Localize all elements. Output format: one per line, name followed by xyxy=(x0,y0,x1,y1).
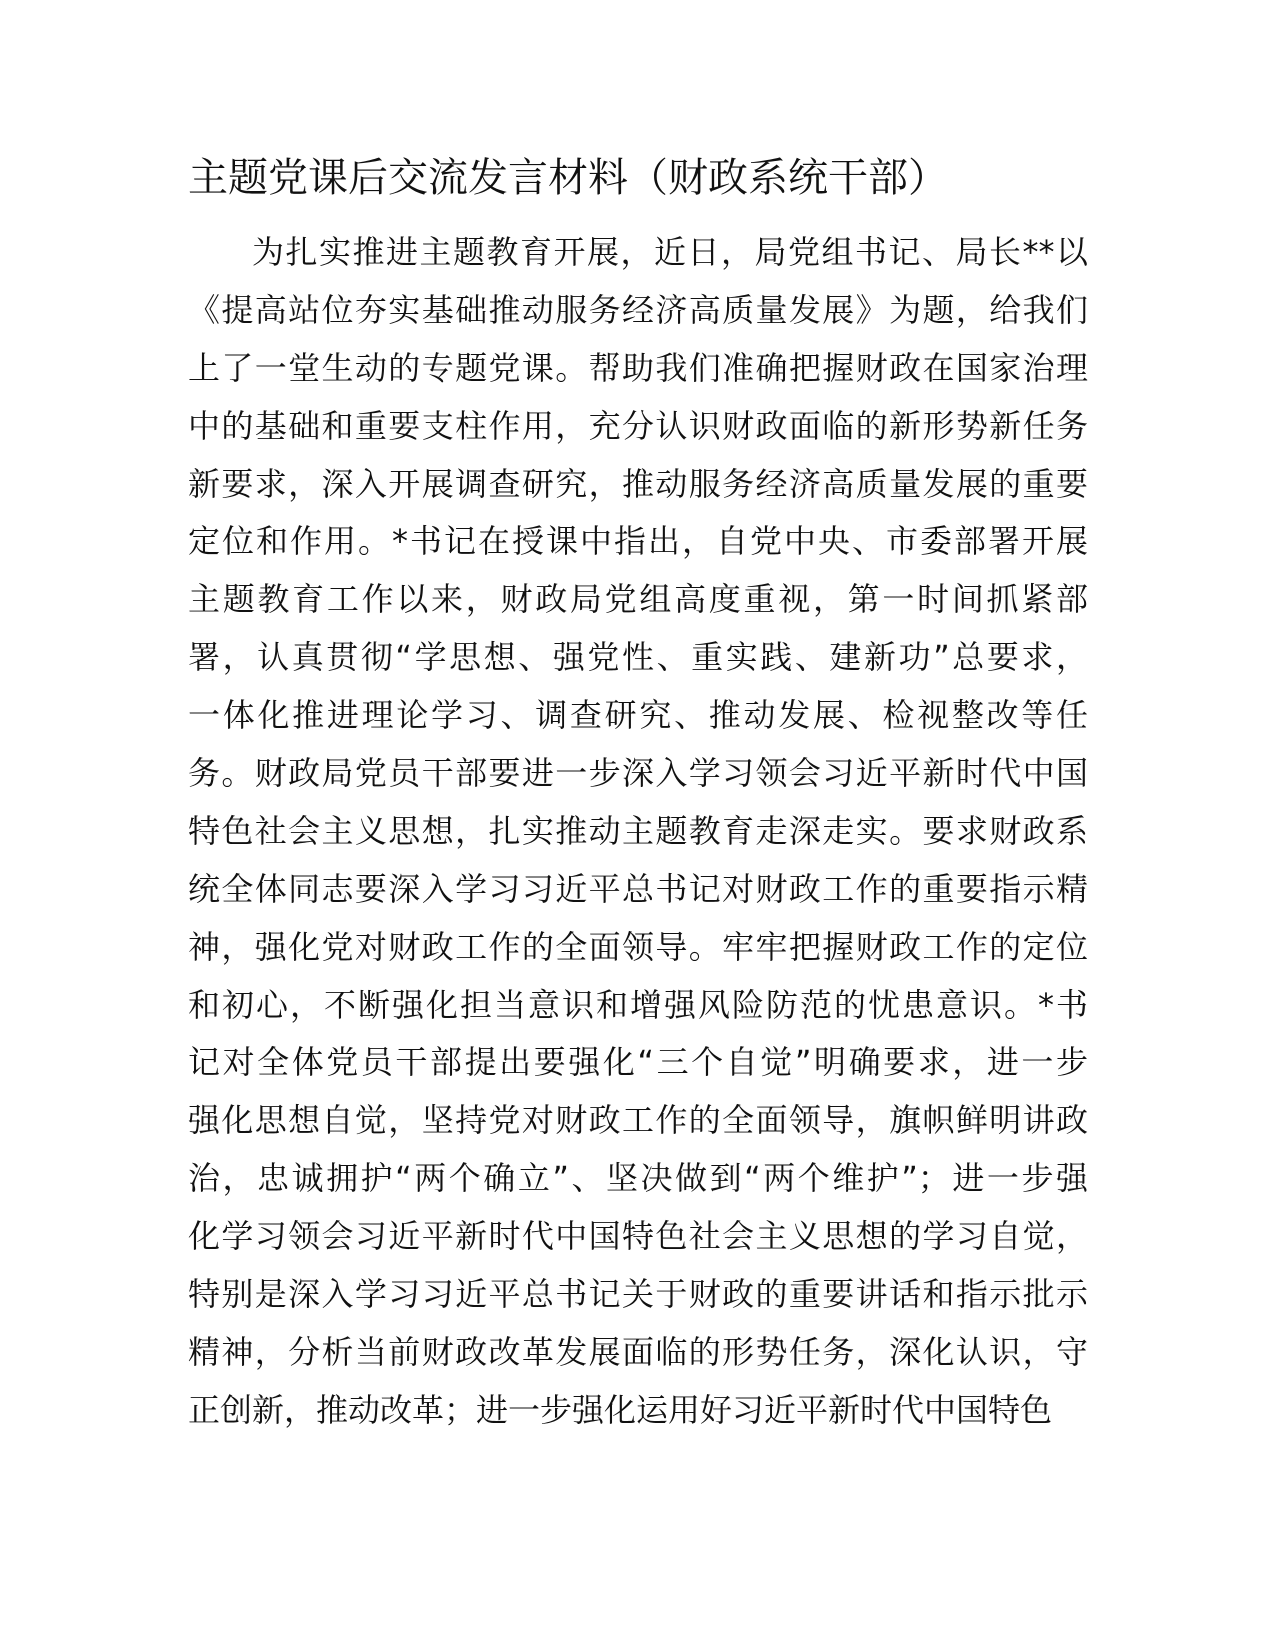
body-line: 《提高站位夯实基础推动服务经济高质量发展》为题，给我们 xyxy=(188,290,1088,329)
body-line: 主题教育工作以来，财政局党组高度重视，第一时间抓紧部 xyxy=(188,580,1088,619)
body-line: 治，忠诚拥护“两个确立”、坚决做到“两个维护”；进一步强 xyxy=(188,1159,1088,1198)
body-line: 神，强化党对财政工作的全面领导。牢牢把握财政工作的定位 xyxy=(188,927,1088,966)
body-line: 统全体同志要深入学习习近平总书记对财政工作的重要指示精 xyxy=(188,869,1088,908)
body-line: 中的基础和重要支柱作用，充分认识财政面临的新形势新任务 xyxy=(188,406,1088,445)
body-line: 特别是深入学习习近平总书记关于财政的重要讲话和指示批示 xyxy=(188,1275,1088,1314)
body-line: 新要求，深入开展调查研究，推动服务经济高质量发展的重要 xyxy=(188,464,1088,503)
body-line: 精神，分析当前财政改革发展面临的形势任务，深化认识，守 xyxy=(188,1332,1088,1371)
body-line: 强化思想自觉，坚持党对财政工作的全面领导，旗帜鲜明讲政 xyxy=(188,1101,1088,1140)
body-line: 上了一堂生动的专题党课。帮助我们准确把握财政在国家治理 xyxy=(188,348,1088,387)
body-line: 定位和作用。*书记在授课中指出，自党中央、市委部署开展 xyxy=(188,522,1088,561)
body-line: 署，认真贯彻“学思想、强党性、重实践、建新功”总要求， xyxy=(188,638,1088,677)
document-body xyxy=(188,224,1088,1440)
body-line: 务。财政局党员干部要进一步深入学习领会习近平新时代中国 xyxy=(188,754,1088,793)
document-title: 主题党课后交流发言材料（财政系统干部） xyxy=(188,155,948,201)
body-line: 一体化推进理论学习、调查研究、推动发展、检视整改等任 xyxy=(188,696,1088,735)
body-line: 正创新，推动改革；进一步强化运用好习近平新时代中国特色 xyxy=(188,1390,1053,1429)
body-line: 和初心，不断强化担当意识和增强风险防范的忧患意识。*书 xyxy=(188,985,1088,1024)
body-line: 化学习领会习近平新时代中国特色社会主义思想的学习自觉， xyxy=(188,1217,1088,1256)
body-line: 记对全体党员干部提出要强化“三个自觉”明确要求，进一步 xyxy=(188,1043,1088,1082)
body-line: 特色社会主义思想，扎实推动主题教育走深走实。要求财政系 xyxy=(188,811,1088,850)
body-line: 为扎实推进主题教育开展，近日，局党组书记、局长**以 xyxy=(252,233,1088,271)
